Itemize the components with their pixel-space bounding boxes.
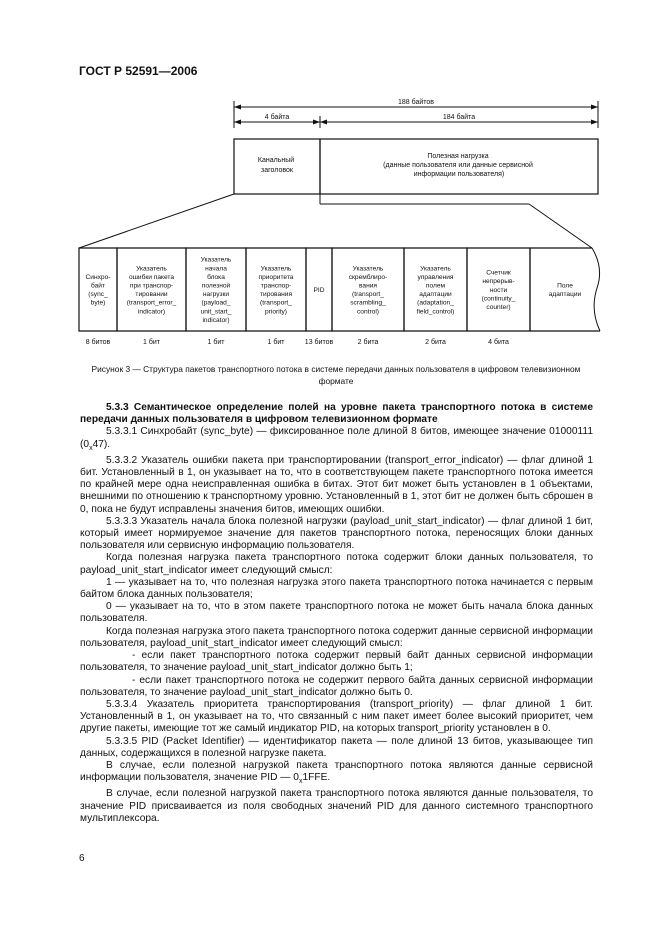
field-bits-3: 1 бит <box>207 339 225 346</box>
para-5-3-3-2: 5.3.3.2 Указатель ошибки пакета при транспортировании (transport_error_indicator) — флаг длиной 1 бит. Установленный в 1, он указывает на то, что в соответствующем пакете транспортного потока имеется по крайней мере одна неисправленная ошибка в битах. Этот бит может быть установлен в 1 объектами, внешними по отношению к транспортному уровню. Установленный в 1, этот бит не должен быть сброшен в 0, пока не будут исправлены значения битов, имеющих ошибки. <box>80 454 593 515</box>
field-bits-2: 1 бит <box>143 339 160 346</box>
field-label-1: Синхро-байт (sync_ byte) <box>85 273 111 307</box>
total-bytes-label: 188 байтов <box>397 99 435 106</box>
section-body <box>80 402 593 825</box>
field-bits-4: 1 бит <box>267 339 285 346</box>
payload-bytes-label: 184 байта <box>442 114 476 121</box>
section-heading: 5.3.3 Семантическое определение полей на уровне пакета транспортного потока в системе передачи данных пользователя в цифровом телевизионном формате <box>80 402 593 426</box>
para-5-3-3-4: 5.3.3.4 Указатель приоритета транспортирования (transport_priority) — флаг длиной 1 бит. Установленный в 1, он указывает на то, что связанный с ним пакет имеет более высокий приоритет, чем другие пакеты, имеющие тот же самый индикатор PID, на которых transport_priority установлен в 0. <box>80 698 593 735</box>
field-label-6: Указатель скремблиро-вания (transport_ scrambling_ control) <box>348 265 388 316</box>
field-box-7 <box>404 248 467 331</box>
field-box-4 <box>246 248 306 331</box>
field-label-9: Поле адаптации <box>548 282 582 299</box>
para-payload-service-info: Когда полезная нагрузка этого пакета транспортного потока содержит данные сервисной информации пользователя, payload_unit_start_indicator имеет следующий смысл: <box>80 625 593 649</box>
header-fields-row <box>79 248 600 346</box>
field-bits-6: 2 бита <box>357 339 379 346</box>
field-bits-5: 13 битов <box>304 339 334 346</box>
field-label-3: Указатель начала блока полезной нагрузки (payload_ unit_start_ indicator) <box>200 256 232 324</box>
field-label-2: Указатель ошибки пакета при транспор-тировании (transport_error_ indicator) <box>126 265 177 316</box>
para-value-0: 0 — указывает на то, что в этом пакете транспортного потока не может быть начала блока данных пользователя. <box>80 601 593 625</box>
field-bits-1: 8 битов <box>85 339 111 346</box>
field-label-8: Счетчик непрерыв-ности (continuity_ counter) <box>481 269 516 311</box>
field-label-7: Указатель управления полем адаптации (adaptation_ field_control) <box>416 265 455 316</box>
field-box-9 <box>530 248 600 331</box>
expand-line-left <box>79 194 234 248</box>
para-bullet-first-byte: - если пакет транспортного потока содержит первый байт данных сервисной информации пользователя, то значение payload_unit_start_indicator должно быть 1; <box>80 650 593 674</box>
para-value-1: 1 — указывает на то, что полезная нагрузка этого пакета транспортного потока начинается с первым байтом блока данных пользователя; <box>80 576 593 601</box>
expand-line-right <box>529 204 592 248</box>
field-label-4: Указатель приоритета транспор-тирования (transport_ priority) <box>258 265 294 316</box>
figure-caption: Рисунок 3 — Структура пакетов транспортного потока в системе передачи данных пользователя в цифровом телевизионном формате <box>91 364 581 386</box>
para-bullet-no-first-byte: - если пакет транспортного потока не содержит первого байта данных сервисной информации пользователя, то значение payload_unit_start_indicator должно быть 0. <box>80 674 593 698</box>
header-bytes-label: 4 байта <box>264 114 290 121</box>
para-payload-user-data: Когда полезная нагрузка пакета транспортного потока содержит блоки данных пользователя, то payload_unit_start_indicator имеет следующий смысл: <box>80 552 593 576</box>
field-bits-8: 4 бита <box>488 339 509 346</box>
ts-packet-structure-diagram <box>0 0 661 360</box>
para-5-3-3-1: 5.3.3.1 Синхробайт (sync_byte) — фиксированное поле длиной 8 битов, имеющее значение 01000111 $(0_х47)$. <box>80 426 593 452</box>
field-box-1 <box>79 248 117 331</box>
field-label-5: PID <box>313 286 325 294</box>
para-pid-user-data: В случае, если полезной нагрузкой пакета транспортного потока являются данные пользователя, то значение PID присваивается из поля свободных значений PID для данного системного транспортного мультиплексора. <box>80 788 593 824</box>
field-bits-7: 2 бита <box>425 339 446 346</box>
para-5-3-3-3: 5.3.3.3 Указатель начала блока полезной нагрузки (payload_unit_start_indicator) — флаг длиной 1 бит, который имеет нормируемое значение для пакетов транспортного потока, переносящих блоки данных пользователя или сервисную информацию пользователя. <box>80 515 593 552</box>
field-box-6 <box>332 248 404 331</box>
payload-label: Полезная нагрузка (данные пользователя или данные сервисной информации пользователя) <box>383 153 533 178</box>
document-header: ГОСТ Р 52591—2006 <box>79 64 198 78</box>
channel-header-label: Канальный заголовок <box>257 157 295 174</box>
para-pid-service-info: В случае, если полезной нагрузкой пакета транспортного потока являются данные сервисной информации пользователя, значение PID — $0_х1FFE$. <box>80 759 593 786</box>
page-number: 6 <box>79 853 85 864</box>
para-5-3-3-5: 5.3.3.5 PID (Packet Identifier) — идентификатор пакета — поле длиной 13 битов, указывающее тип данных, содержащихся в полезной нагрузке пакета. <box>80 735 593 759</box>
field-box-2 <box>117 248 186 331</box>
